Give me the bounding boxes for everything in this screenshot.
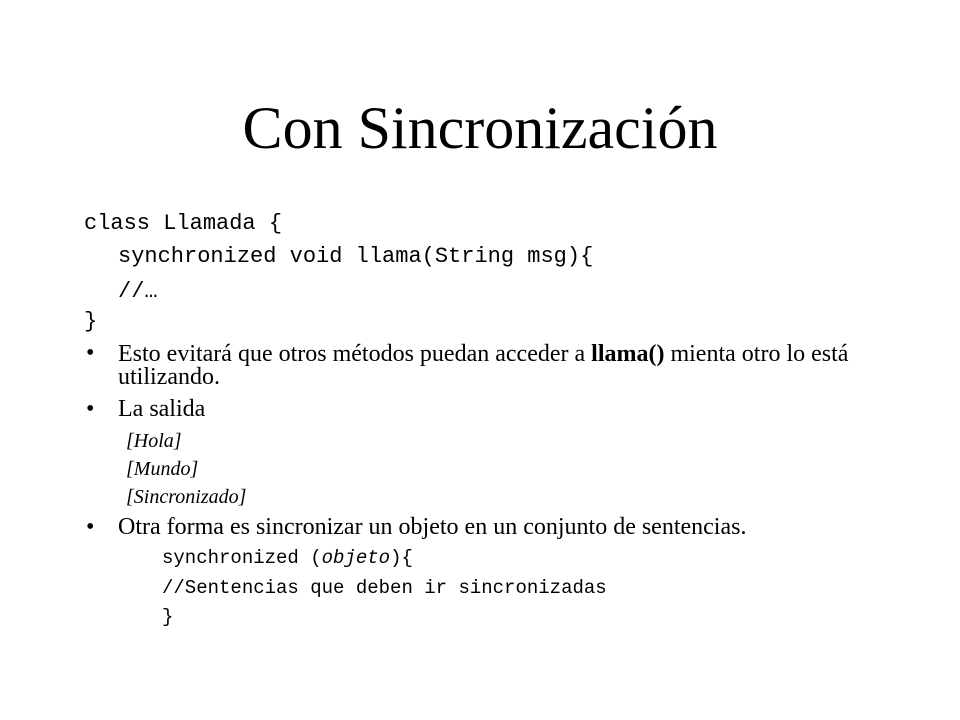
bullet-marker: • (86, 396, 95, 422)
bullet-3-text: Otra forma es sincronizar un objeto en un conjunto de sentencias. (118, 514, 747, 540)
bullet-marker: • (86, 514, 95, 540)
code-line-class: class Llamada { (84, 211, 283, 236)
bullet-marker: • (86, 340, 95, 366)
code-sync-line (162, 545, 413, 571)
slide-title: Con Sincronización (242, 95, 718, 161)
output-line: [Mundo] (126, 458, 199, 480)
bullet-1-after: mienta otro lo está utilizando. (118, 341, 849, 390)
code-sync-comment: //Sentencias que deben ir sincronizadas (162, 577, 607, 599)
output-line: [Hola] (126, 430, 182, 452)
code-sync-object: objeto (321, 547, 391, 569)
bullet-1-text (118, 343, 878, 389)
code-line-close: } (84, 309, 98, 334)
code-line-comment: //… (118, 279, 158, 304)
bullet-1-bold: llama() (591, 341, 665, 367)
code-line-method: synchronized void llama(String msg){ (118, 244, 594, 269)
bullet-1-before: Esto evitará que otros métodos puedan acceder a (118, 341, 592, 367)
code-sync-close: } (162, 606, 174, 628)
bullet-2-text: La salida (118, 396, 206, 422)
code-sync-prefix: synchronized ( (162, 547, 322, 569)
output-line: [Sincronizado] (126, 486, 247, 508)
code-sync-suffix: ){ (390, 547, 413, 569)
